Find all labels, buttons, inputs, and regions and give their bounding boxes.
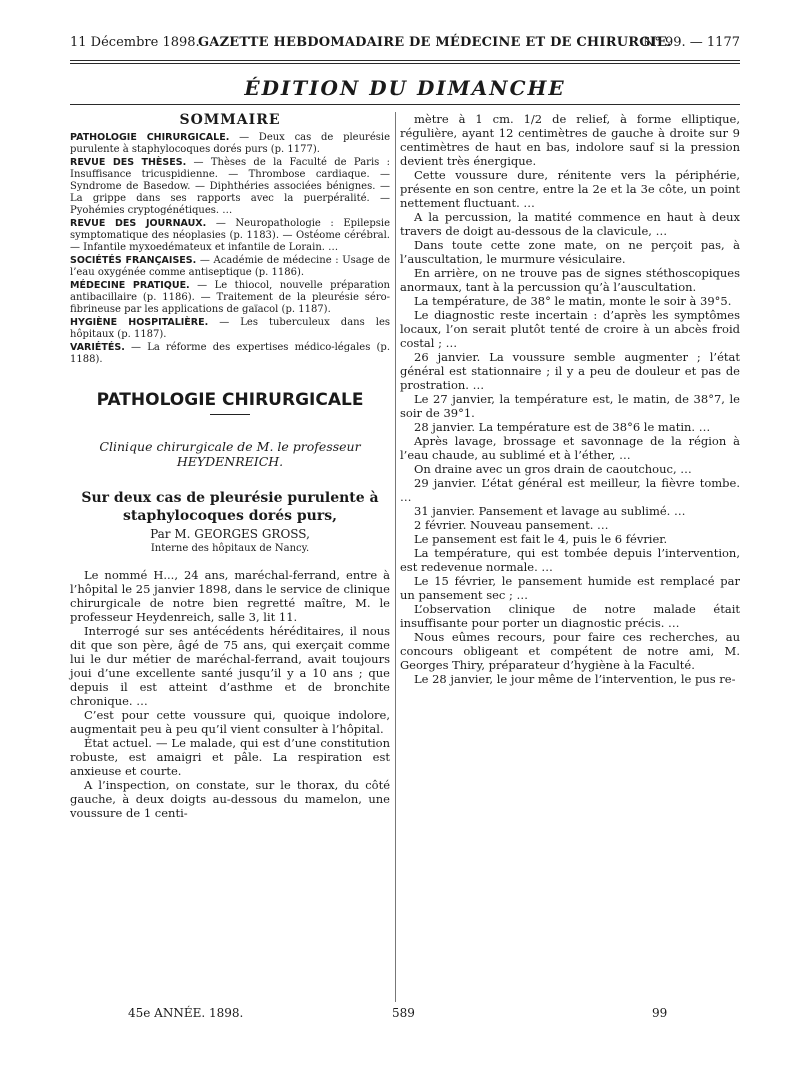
sommaire-list — [70, 132, 390, 366]
sommaire-entry: SOCIÉTÉS FRANÇAISES. — Académie de médecine : Usage de l’eau oxygénée comme antiseptique (p. 1186). — [70, 255, 390, 278]
right-paragraph: 29 janvier. L’état général est meilleur, la fièvre tombe. … — [400, 476, 740, 504]
right-paragraph: On draine avec un gros drain de caoutchouc, … — [414, 462, 692, 476]
header-rule-top — [70, 60, 740, 61]
article-author: Par M. GEORGES GROSS, — [150, 527, 310, 541]
sommaire-entry: HYGIÈNE HOSPITALIÈRE. — Les tuberculeux dans les hôpitaux (p. 1187). — [70, 317, 390, 340]
header-date: 11 Décembre 1898. — [70, 35, 200, 50]
section-rule — [210, 414, 250, 415]
sommaire-title: SOMMAIRE — [179, 112, 281, 128]
article-paragraph: Le nommé H..., 24 ans, maréchal-ferrand, entre à l’hôpital le 25 janvier 1898, dans le service de clinique chirurgicale de notre bien regretté maître, M. le professeur Heydenreich, salle 3, lit 11. — [70, 568, 390, 624]
page-header — [70, 34, 740, 52]
journal-title: GAZETTE HEBDOMADAIRE DE MÉDECINE ET DE CHIRURGIE. — [198, 35, 672, 50]
right-paragraph: 28 janvier. La température est de 38°6 le matin. … — [414, 420, 711, 434]
section-title: PATHOLOGIE CHIRURGICALE — [96, 390, 364, 410]
footer-page-right: 99 — [652, 1006, 668, 1020]
footer-page-center: 589 — [392, 1006, 415, 1020]
right-paragraph: L’observation clinique de notre malade était insuffisante pour porter un diagnostic précis. … — [400, 602, 740, 630]
right-paragraph: Nous eûmes recours, pour faire ces recherches, au concours obligeant et compétent de notre ami, M. Georges Thiry, préparateur d’hygiène à la Faculté. — [400, 630, 740, 672]
article-paragraph: Interrogé sur ses antécédents héréditaires, il nous dit que son père, âgé de 75 ans, qui exerçait comme lui le dur métier de maréchal-ferrand, avait toujours joui d’une excellente santé jusqu’il y a 10 ans ; que depuis il est atteint d’asthme et de bronchite chronique. … — [70, 624, 390, 708]
edition-title: ÉDITION DU DIMANCHE — [244, 76, 566, 100]
article-body — [70, 568, 390, 820]
right-paragraph: En arrière, on ne trouve pas de signes stéthoscopiques anormaux, tant à la percussion qu’à l’auscultation. — [400, 266, 740, 294]
right-paragraph: 26 janvier. La voussure semble augmenter ; l’état général est stationnaire ; il y a peu de douleur et pas de prostration. … — [400, 350, 740, 392]
right-paragraph: Cette voussure dure, rénitente vers la périphérie, présente en son centre, entre la 2e et la 3e côte, un point nettement fluctuant. … — [400, 168, 740, 210]
right-paragraph: Le 28 janvier, le jour même de l’intervention, le pus re- — [414, 672, 736, 686]
right-paragraph: 31 janvier. Pansement et lavage au sublimé. … — [414, 504, 686, 518]
sommaire-entry: REVUE DES THÈSES. — Thèses de la Faculté de Paris : Insuffisance tricuspidienne. — Thrombose cardiaque. — Syndrome de Basedow. — Diphthéries associées bénignes. — La grippe dans ses rapports avec la puerpéralité. — Pyohémies cryptogénétiques. … — [70, 157, 390, 216]
right-paragraph: Dans toute cette zone mate, on ne perçoit pas, à l’auscultation, le murmure vésiculaire. — [400, 238, 740, 266]
issue-number: N° 99. — 1177 — [642, 35, 740, 50]
article-paragraph: A l’inspection, on constate, sur le thorax, du côté gauche, à deux doigts au-dessous du mamelon, une voussure de 1 centi- — [70, 778, 390, 820]
right-paragraph: Après lavage, brossage et savonnage de la région à l’eau chaude, au sublimé et à l’éther, … — [400, 434, 740, 462]
right-paragraph: A la percussion, la matité commence en haut à deux travers de doigt au-dessous de la clavicule, … — [400, 210, 740, 238]
right-paragraph: Le diagnostic reste incertain : d’après les symptômes locaux, l’on serait plutôt tenté de croire à un abcès froid costal ; … — [400, 308, 740, 350]
left-column — [70, 112, 390, 820]
right-paragraph: Le 15 février, le pansement humide est remplacé par un pansement sec ; … — [400, 574, 740, 602]
article-affiliation: Interne des hôpitaux de Nancy. — [150, 543, 310, 554]
edition-rule — [70, 104, 740, 105]
sommaire-entry: PATHOLOGIE CHIRURGICALE. — Deux cas de pleurésie purulente à staphylocoques dorés purs (p. 1177). — [70, 132, 390, 155]
right-column — [400, 112, 740, 686]
right-paragraph: La température, qui est tombée depuis l’intervention, est redevenue normale. … — [400, 546, 740, 574]
right-paragraph: mètre à 1 cm. 1/2 de relief, à forme elliptique, régulière, ayant 12 centimètres de gauche à droite sur 9 centimètres de haut en bas, indolore sauf si la pression devient très énergique. — [400, 112, 740, 168]
article-paragraph: État actuel. — Le malade, qui est d’une constitution robuste, est amaigri et pâle. La respiration est anxieuse et courte. — [70, 736, 390, 778]
right-paragraph: 2 février. Nouveau pansement. … — [414, 518, 609, 532]
footer-year: 45e ANNÉE. 1898. — [128, 1006, 244, 1020]
article-paragraph: C’est pour cette voussure qui, quoique indolore, augmentait peu à peu qu’il vient consulter à l’hôpital. — [70, 708, 390, 736]
right-paragraph: La température, de 38° le matin, monte le soir à 39°5. — [414, 294, 732, 308]
right-paragraph: Le pansement est fait le 4, puis le 6 février. — [414, 532, 668, 546]
sommaire-entry: MÉDECINE PRATIQUE. — Le thiocol, nouvelle préparation antibacillaire (p. 1186). — Traitement de la pleurésie séro-fibrineuse par les applications de gaïacol (p. 1187). — [70, 280, 390, 315]
sommaire-entry: VARIÉTÉS. — La réforme des expertises médico-légales (p. 1188). — [70, 342, 390, 365]
article-title: Sur deux cas de pleurésie purulente à staphylocoques dorés purs, — [81, 490, 379, 524]
sommaire-entry: REVUE DES JOURNAUX. — Neuropathologie : Epilepsie symptomatique des néoplasies (p. 1183). — Ostéome cérébral. — Infantile myxoedémateux et infantile de Lorain. … — [70, 218, 390, 253]
right-paragraph: Le 27 janvier, la température est, le matin, de 38°7, le soir de 39°1. — [400, 392, 740, 420]
clinic-line: Clinique chirurgicale de M. le professeur HEYDENREICH. — [99, 439, 361, 469]
column-divider — [395, 112, 396, 1002]
header-rule-bottom — [70, 63, 740, 64]
